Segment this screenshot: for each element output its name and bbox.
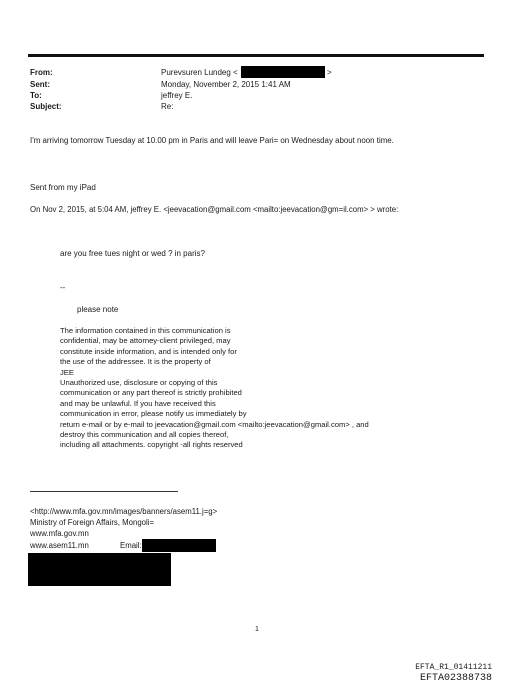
disclaimer-line: confidential, may be attorney-client privileged, may [60,336,231,346]
disclaimer-line: return e-mail or by e-mail to jeevacation@gmail.com <mailto:jeevacation@gmail.com> , and [60,419,369,429]
sent-value: Monday, November 2, 2015 1:41 AM [161,80,291,89]
from-name: Purevsuren Lundeg < [161,68,238,77]
quoted-question: are you free tues night or wed ? in paris? [60,249,205,258]
disclaimer-line: the use of the addressee. It is the property of [60,357,211,367]
confidentiality-disclaimer [60,326,369,451]
signature-dashes: -- [60,283,66,292]
disclaimer-line: The information contained in this communication is [60,326,231,335]
email-label: Email: [120,541,142,550]
page-number: 1 [255,626,259,633]
message-text: I'm arriving tomorrow Tuesday at 10.00 pm in Paris and will leave Pari= on Wednesday about noon time. [30,136,394,145]
disclaimer-line: and may be unlawful. If you have received this [60,398,216,408]
quote-intro: On Nov 2, 2015, at 5:04 AM, jeffrey E. <jeevacation@gmail.com <mailto:jeevacation@gm=il.com> > wrote: [30,205,399,214]
please-note: please note [77,305,119,314]
ministry-name: Ministry of Foreign Affairs, Mongoli= [30,518,155,527]
disclaimer-line: constitute inside information, and is intended only for [60,346,237,356]
sent-label: Sent: [30,80,50,89]
signature-block-redaction [28,553,171,586]
from-label: From: [30,68,53,77]
subject-value: Re: [161,102,174,111]
to-label: To: [30,91,42,100]
bates-stamp-r1: EFTA_R1_01411211 [415,663,492,672]
header-top-rule [28,54,484,57]
disclaimer-line: JEE [60,367,74,377]
disclaimer-line: communication in error, please notify us immediately by [60,409,247,419]
disclaimer-line: communication or any part thereof is strictly prohibited [60,388,242,398]
bates-stamp-efta: EFTA02388738 [419,673,492,684]
subject-label: Subject: [30,102,62,111]
email-redaction [142,539,216,552]
website-mfa: www.mfa.gov.mn [30,529,89,538]
disclaimer-line: including all attachments. copyright -all rights reserved [60,440,243,450]
sent-from-device: Sent from my iPad [30,183,96,192]
to-value: jeffrey E. [161,91,193,100]
from-email-close: > [327,68,332,77]
from-value [161,68,238,78]
disclaimer-line: destroy this communication and all copies thereof, [60,430,229,440]
from-email-redaction [241,66,325,78]
website-asem: www.asem11.mn [30,541,89,550]
banner-image-link: <http://www.mfa.gov.mn/images/banners/asem11.j=g> [30,507,218,516]
signature-separator-line [30,491,178,492]
disclaimer-line: Unauthorized use, disclosure or copying of this [60,378,218,388]
